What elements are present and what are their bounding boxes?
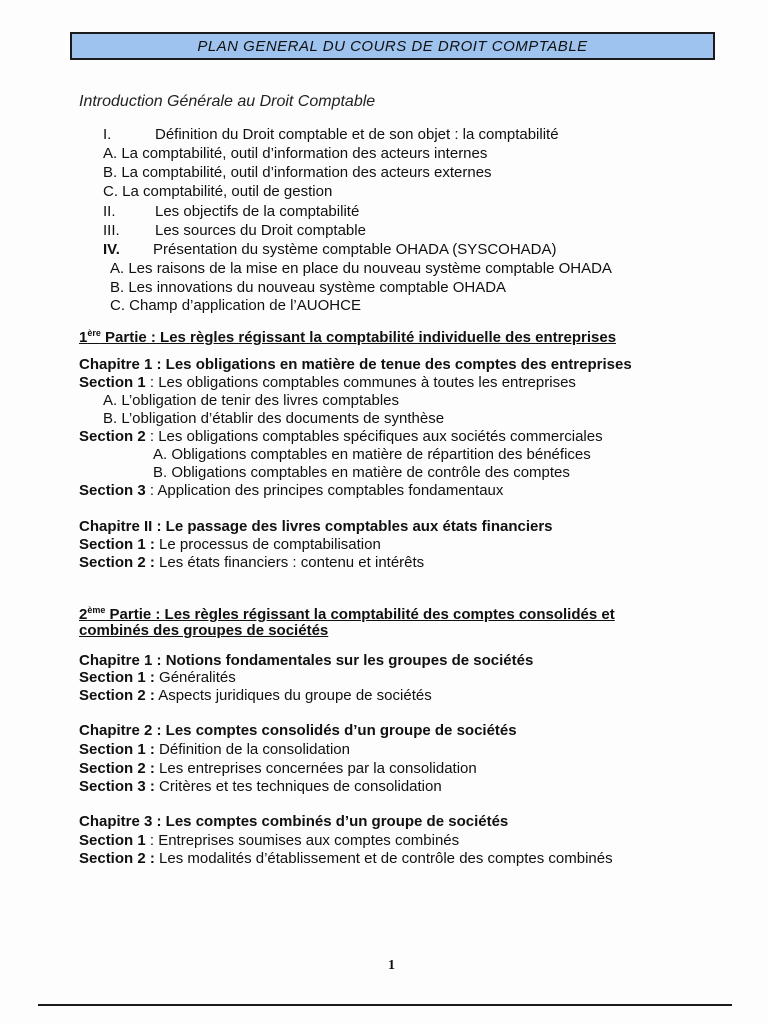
p1-ch1-s2 xyxy=(79,428,603,446)
section-text: Critères et tes techniques de consolidation xyxy=(154,778,442,795)
p2-ch2-s3 xyxy=(79,778,442,796)
section-text: Les entreprises concernées par la consolidation xyxy=(154,760,477,777)
intro-item-I xyxy=(103,126,559,144)
p2-ch1-title xyxy=(79,652,533,670)
p1-ch1-s2-B: B. Obligations comptables en matière de contrôle des comptes xyxy=(153,464,570,481)
part-number: 1 xyxy=(79,329,88,346)
intro-heading: Introduction Générale au Droit Comptable xyxy=(79,93,376,110)
intro-item-C: C. La comptabilité, outil de gestion xyxy=(103,183,333,200)
intro-item-A: A. La comptabilité, outil d’information des acteurs internes xyxy=(103,145,488,162)
chapter-text: : Notions fondamentales sur les groupes de sociétés xyxy=(152,652,534,669)
section-text: Aspects juridiques du groupe de sociétés xyxy=(154,687,432,704)
part-ordinal: ème xyxy=(87,605,106,615)
roman-numeral: IV. xyxy=(103,241,120,258)
p1-ch2-s1 xyxy=(79,536,381,554)
p2-ch1-s2 xyxy=(79,687,432,705)
intro-item-IV-B: B. Les innovations du nouveau système comptable OHADA xyxy=(110,279,507,296)
chapter-label: Chapitre 1 xyxy=(79,652,153,669)
p1-ch1-s3 xyxy=(79,482,503,500)
part1-heading xyxy=(79,324,616,347)
p1-ch2-s2 xyxy=(79,554,424,572)
p1-ch1-title: Chapitre 1 : Les obligations en matière de tenue des comptes des entreprises xyxy=(79,356,632,373)
intro-item-IV-C: C. Champ d’application de l’AUOHCE xyxy=(110,297,361,314)
section-text: Généralités xyxy=(154,669,236,686)
section-text: : Les obligations comptables communes à toutes les entreprises xyxy=(145,374,576,391)
part-number: 2 xyxy=(79,606,88,623)
section-text: Définition de la consolidation xyxy=(154,741,350,758)
footer-divider xyxy=(38,1004,732,1006)
p1-ch1-s1-B: B. L’obligation d’établir des documents de synthèse xyxy=(103,410,445,427)
roman-numeral: III. xyxy=(103,222,120,239)
section-label: Section 2 xyxy=(79,428,146,445)
section-label: Section 3 xyxy=(79,482,146,499)
part-title: Partie : Les règles régissant la comptabilité individuelle des entreprises xyxy=(100,329,617,346)
section-label: Section 2 : xyxy=(79,760,155,777)
intro-item-B: B. La comptabilité, outil d’information des acteurs externes xyxy=(103,164,492,181)
section-label: Section 1 : xyxy=(79,536,155,553)
p2-ch3-title: Chapitre 3 : Les comptes combinés d’un groupe de sociétés xyxy=(79,813,509,830)
part2-heading-line2: combinés des groupes de sociétés xyxy=(79,622,329,639)
section-label: Section 2 : xyxy=(79,554,155,571)
section-label: Section 1 : xyxy=(79,669,155,686)
p2-ch2-s2 xyxy=(79,760,477,778)
section-label: Section 1 xyxy=(79,374,146,391)
p2-ch1-s1 xyxy=(79,669,236,687)
item-text: Présentation du système comptable OHADA (SYSCOHADA) xyxy=(153,241,557,258)
part-title: Partie : Les règles régissant la comptabilité des comptes consolidés et xyxy=(105,606,615,623)
section-text: : Les obligations comptables spécifiques aux sociétés commerciales xyxy=(145,428,603,445)
section-label: Section 3 : xyxy=(79,778,155,795)
section-label: Section 1 : xyxy=(79,741,155,758)
p2-ch2-s1 xyxy=(79,741,350,759)
intro-item-III xyxy=(103,222,366,240)
section-text: : Entreprises soumises aux comptes combinés xyxy=(145,832,460,849)
p1-ch1-s1-A: A. L’obligation de tenir des livres comptables xyxy=(103,392,400,409)
intro-item-IV-A: A. Les raisons de la mise en place du nouveau système comptable OHADA xyxy=(110,260,612,277)
p2-ch3-s2 xyxy=(79,850,613,868)
section-label: Section 2 : xyxy=(79,850,155,867)
p2-ch2-title: Chapitre 2 : Les comptes consolidés d’un groupe de sociétés xyxy=(79,722,517,739)
item-text: Définition du Droit comptable et de son objet : la comptabilité xyxy=(155,126,559,143)
roman-numeral: II. xyxy=(103,203,116,220)
p1-ch1-s2-A: A. Obligations comptables en matière de répartition des bénéfices xyxy=(153,446,591,463)
section-text: Les états financiers : contenu et intérêts xyxy=(154,554,425,571)
section-text: : Application des principes comptables fondamentaux xyxy=(145,482,504,499)
p1-ch2-title: Chapitre II : Le passage des livres comptables aux états financiers xyxy=(79,518,553,535)
section-text: Les modalités d’établissement et de contrôle des comptes combinés xyxy=(154,850,613,867)
intro-item-II xyxy=(103,203,359,221)
p2-ch3-s1 xyxy=(79,832,459,850)
part-ordinal: ère xyxy=(87,328,101,338)
roman-numeral: I. xyxy=(103,126,112,143)
item-text: Les objectifs de la comptabilité xyxy=(155,203,360,220)
section-text: Le processus de comptabilisation xyxy=(154,536,381,553)
intro-item-IV xyxy=(103,241,557,259)
p1-ch1-s1 xyxy=(79,374,576,392)
section-label: Section 2 : xyxy=(79,687,155,704)
item-text: Les sources du Droit comptable xyxy=(155,222,366,239)
page-number: 1 xyxy=(388,958,395,973)
section-label: Section 1 xyxy=(79,832,146,849)
page-title: PLAN GENERAL DU COURS DE DROIT COMPTABLE xyxy=(70,32,715,60)
